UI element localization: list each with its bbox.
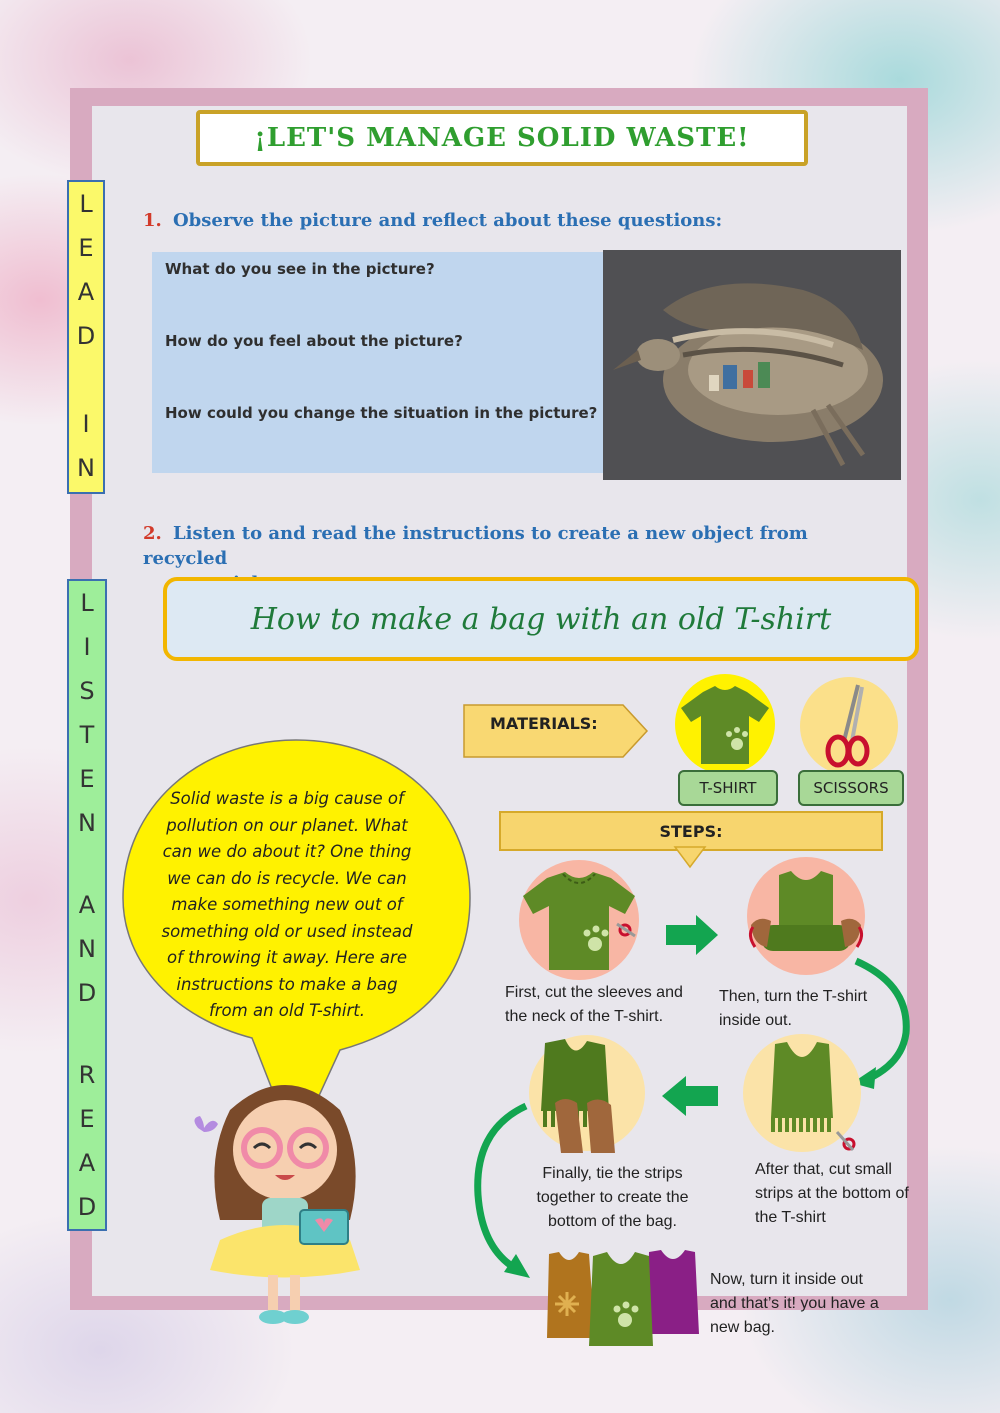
listen-letter: S [79,677,95,705]
listen-letter: I [83,633,91,661]
steps-label: STEPS: [659,821,723,841]
step1-text: First, cut the sleeves and the neck of the T-shirt. [505,984,683,1025]
page-title: ¡LET'S MANAGE SOLID WASTE! [254,123,750,153]
dead-bird-photo [603,250,901,480]
lead-in-letter: E [78,234,94,262]
listen-letter: L [80,589,94,617]
step3-cut-strips-image [741,1032,863,1156]
lead-in-letter: D [76,322,96,350]
listen-letter: D [77,979,97,1007]
title-banner [196,110,808,166]
speech-text: Solid waste is a big cause of pollution on our planet. What can we do about it? One thing we can do is recycle. We can make something new out of something old or used instead of throwing it away. Here are instructions to make a bag from an old T-shirt. [161,789,413,1020]
listen-and-read-bar [67,579,107,1231]
listen-letter: E [79,765,95,793]
subtitle: How to make a bag with an old T-shirt [250,601,832,637]
listen-letter: N [78,809,96,837]
girl-illustration [190,1070,380,1330]
lead-in-letter: A [77,278,95,306]
arrow-left-icon [662,1076,718,1116]
listen-letter: E [79,1105,95,1133]
lead-in-bar [67,180,105,494]
curved-arrow-left-down-icon [470,1100,532,1285]
lead-in-letter: L [79,190,93,218]
step4-text: Finally, tie the strips together to create the bottom of the bag. [536,1165,689,1230]
arrow-right-icon [666,915,718,955]
scissors-tag: SCISSORS [798,770,904,806]
subtitle-banner [163,577,919,661]
section-2-text-line1: Listen to and read the instructions to create a new object from recycled [143,523,808,569]
step5-text: Now, turn it inside out and that’s it! you have a new bag. [710,1271,879,1336]
section-1-number: 1. [143,210,162,231]
scissors-material-image [798,675,900,777]
steps-banner [499,811,883,851]
questions-box [152,252,604,473]
tshirt-tag: T-SHIRT [678,770,778,806]
listen-letter: D [77,1193,97,1221]
question-2: How do you feel about the picture? [165,332,463,350]
listen-letter: R [78,1061,96,1089]
section-1-heading [143,210,722,231]
question-3: How could you change the situation in the picture? [165,404,598,422]
step2-text: Then, turn the T-shirt inside out. [719,988,868,1029]
step1-cut-sleeves-image [517,858,641,982]
step4-tie-strips-image [525,1033,649,1157]
section-2-number: 2. [143,523,162,544]
tshirt-material-image [673,672,777,776]
materials-label: MATERIALS: [490,714,598,733]
section-1-text: Observe the picture and reflect about these questions: [173,210,723,231]
step3-text: After that, cut small strips at the bottom of the T-shirt [755,1161,909,1226]
steps-down-arrow-icon [673,847,707,869]
listen-letter: T [79,721,95,749]
question-1: What do you see in the picture? [165,260,435,278]
step5-finished-bags-image [545,1246,700,1348]
lead-in-letter: N [77,454,95,482]
listen-letter: A [78,1149,96,1177]
listen-letter: A [78,891,96,919]
listen-letter: N [78,935,96,963]
lead-in-letter: I [82,410,90,438]
